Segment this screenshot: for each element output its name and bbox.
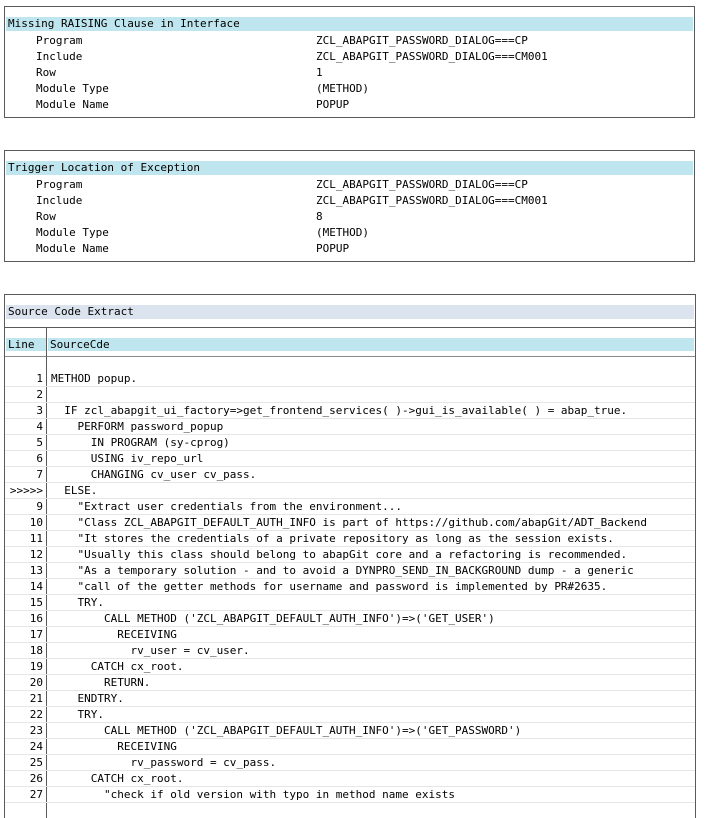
code-row bbox=[5, 707, 695, 723]
line-number: 4 bbox=[36, 420, 43, 433]
info-row-module-type bbox=[5, 225, 694, 241]
line-number: 24 bbox=[29, 740, 43, 753]
line-number: 22 bbox=[29, 708, 43, 721]
code-row bbox=[5, 739, 695, 755]
code-row bbox=[5, 755, 695, 771]
line-number: 15 bbox=[29, 596, 43, 609]
info-value: (METHOD) bbox=[316, 226, 369, 239]
column-header-source: SourceCde bbox=[48, 338, 694, 351]
code-text: CALL METHOD ('ZCL_ABAPGIT_DEFAULT_AUTH_INFO')=>('GET_PASSWORD') bbox=[51, 724, 522, 737]
info-label: Row bbox=[36, 210, 56, 223]
line-number: 10 bbox=[29, 516, 43, 529]
code-text: TRY. bbox=[51, 596, 104, 609]
code-text: IN PROGRAM (sy-cprog) bbox=[51, 436, 230, 449]
code-text: RETURN. bbox=[51, 676, 151, 689]
code-text: CATCH cx_root. bbox=[51, 660, 184, 673]
info-row-row bbox=[5, 209, 694, 225]
code-text: "It stores the credentials of a private repository as long as the session exists. bbox=[51, 532, 614, 545]
line-number: 17 bbox=[29, 628, 43, 641]
info-row-module-name bbox=[5, 241, 694, 257]
code-text: ELSE. bbox=[51, 484, 98, 497]
info-value: POPUP bbox=[316, 98, 350, 111]
code-row bbox=[5, 787, 695, 803]
code-row bbox=[5, 563, 695, 579]
code-text: TRY. bbox=[51, 708, 104, 721]
code-text: "Extract user credentials from the environment... bbox=[51, 500, 402, 513]
info-label: Row bbox=[36, 66, 56, 79]
info-value: ZCL_ABAPGIT_PASSWORD_DIALOG===CM001 bbox=[316, 50, 548, 63]
line-number: 2 bbox=[36, 388, 43, 401]
line-number: 25 bbox=[29, 756, 43, 769]
source-code-title: Source Code Extract bbox=[6, 305, 694, 319]
trigger-location-panel bbox=[4, 150, 695, 262]
info-label: Program bbox=[36, 34, 83, 47]
code-row bbox=[5, 659, 695, 675]
code-row bbox=[5, 531, 695, 547]
code-row bbox=[5, 451, 695, 467]
line-number: 12 bbox=[29, 548, 43, 561]
code-text: ENDTRY. bbox=[51, 692, 124, 705]
line-number: 26 bbox=[29, 772, 43, 785]
line-number: 5 bbox=[36, 436, 43, 449]
info-value: (METHOD) bbox=[316, 82, 369, 95]
code-row bbox=[5, 483, 695, 499]
code-text: RECEIVING bbox=[51, 740, 177, 753]
code-text: CHANGING cv_user cv_pass. bbox=[51, 468, 257, 481]
info-row-module-type bbox=[5, 81, 694, 97]
column-header-line: Line bbox=[6, 338, 46, 351]
info-label: Module Name bbox=[36, 98, 109, 111]
info-row-module-name bbox=[5, 97, 694, 113]
code-row bbox=[5, 691, 695, 707]
info-value: ZCL_ABAPGIT_PASSWORD_DIALOG===CP bbox=[316, 178, 528, 191]
line-number: 14 bbox=[29, 580, 43, 593]
section-title: Trigger Location of Exception bbox=[6, 161, 693, 175]
info-value: ZCL_ABAPGIT_PASSWORD_DIALOG===CM001 bbox=[316, 194, 548, 207]
line-number: 21 bbox=[29, 692, 43, 705]
line-number: >>>>> bbox=[9, 484, 43, 497]
line-number: 13 bbox=[29, 564, 43, 577]
code-row bbox=[5, 723, 695, 739]
code-row bbox=[5, 611, 695, 627]
line-number: 1 bbox=[36, 372, 43, 385]
code-text: CALL METHOD ('ZCL_ABAPGIT_DEFAULT_AUTH_INFO')=>('GET_USER') bbox=[51, 612, 495, 625]
line-number: 9 bbox=[36, 500, 43, 513]
source-code-panel bbox=[4, 294, 696, 818]
info-label: Include bbox=[36, 50, 83, 63]
code-text: CATCH cx_root. bbox=[51, 772, 184, 785]
code-lines bbox=[5, 371, 695, 803]
code-text: "Class ZCL_ABAPGIT_DEFAULT_AUTH_INFO is part of https://github.com/abapGit/ADT_Backend bbox=[51, 516, 648, 529]
info-row-program bbox=[5, 177, 694, 193]
info-label: Module Type bbox=[36, 82, 109, 95]
info-label: Module Type bbox=[36, 226, 109, 239]
line-number: 16 bbox=[29, 612, 43, 625]
code-row bbox=[5, 515, 695, 531]
code-text: METHOD popup. bbox=[51, 372, 138, 385]
code-text: PERFORM password_popup bbox=[51, 420, 224, 433]
line-number: 27 bbox=[29, 788, 43, 801]
code-text: rv_user = cv_user. bbox=[51, 644, 250, 657]
line-number: 20 bbox=[29, 676, 43, 689]
header-divider bbox=[5, 327, 695, 328]
info-row-include bbox=[5, 193, 694, 209]
info-row-include bbox=[5, 49, 694, 65]
code-text: "Usually this class should belong to abapGit core and a refactoring is recommended. bbox=[51, 548, 628, 561]
code-row bbox=[5, 627, 695, 643]
code-row bbox=[5, 403, 695, 419]
code-row bbox=[5, 643, 695, 659]
code-row bbox=[5, 547, 695, 563]
info-label: Program bbox=[36, 178, 83, 191]
line-number: 7 bbox=[36, 468, 43, 481]
code-text: "call of the getter methods for username and password is implemented by PR#2635. bbox=[51, 580, 608, 593]
line-number: 11 bbox=[29, 532, 43, 545]
info-label: Include bbox=[36, 194, 83, 207]
info-value: POPUP bbox=[316, 242, 350, 255]
info-value: ZCL_ABAPGIT_PASSWORD_DIALOG===CP bbox=[316, 34, 528, 47]
code-row bbox=[5, 435, 695, 451]
code-text: RECEIVING bbox=[51, 628, 177, 641]
line-number: 18 bbox=[29, 644, 43, 657]
line-number: 23 bbox=[29, 724, 43, 737]
line-number: 3 bbox=[36, 404, 43, 417]
code-row bbox=[5, 771, 695, 787]
code-text: USING iv_repo_url bbox=[51, 452, 204, 465]
code-row bbox=[5, 579, 695, 595]
header-row-divider bbox=[5, 356, 695, 357]
code-text: "As a temporary solution - and to avoid a DYNPRO_SEND_IN_BACKGROUND dump - a generic bbox=[51, 564, 634, 577]
info-row-row bbox=[5, 65, 694, 81]
info-value: 1 bbox=[316, 66, 323, 79]
missing-raising-clause-panel bbox=[4, 6, 695, 118]
info-value: 8 bbox=[316, 210, 323, 223]
code-row bbox=[5, 371, 695, 387]
line-number: 19 bbox=[29, 660, 43, 673]
code-text: IF zcl_abapgit_ui_factory=>get_frontend_services( )->gui_is_available( ) = abap_true. bbox=[51, 404, 628, 417]
section-title: Missing RAISING Clause in Interface bbox=[6, 17, 693, 31]
code-row bbox=[5, 419, 695, 435]
code-row bbox=[5, 387, 695, 403]
line-number: 6 bbox=[36, 452, 43, 465]
info-row-program bbox=[5, 33, 694, 49]
code-row bbox=[5, 499, 695, 515]
info-label: Module Name bbox=[36, 242, 109, 255]
code-row bbox=[5, 595, 695, 611]
code-text: rv_password = cv_pass. bbox=[51, 756, 277, 769]
code-row bbox=[5, 675, 695, 691]
code-row bbox=[5, 467, 695, 483]
code-text: "check if old version with typo in method name exists bbox=[51, 788, 455, 801]
